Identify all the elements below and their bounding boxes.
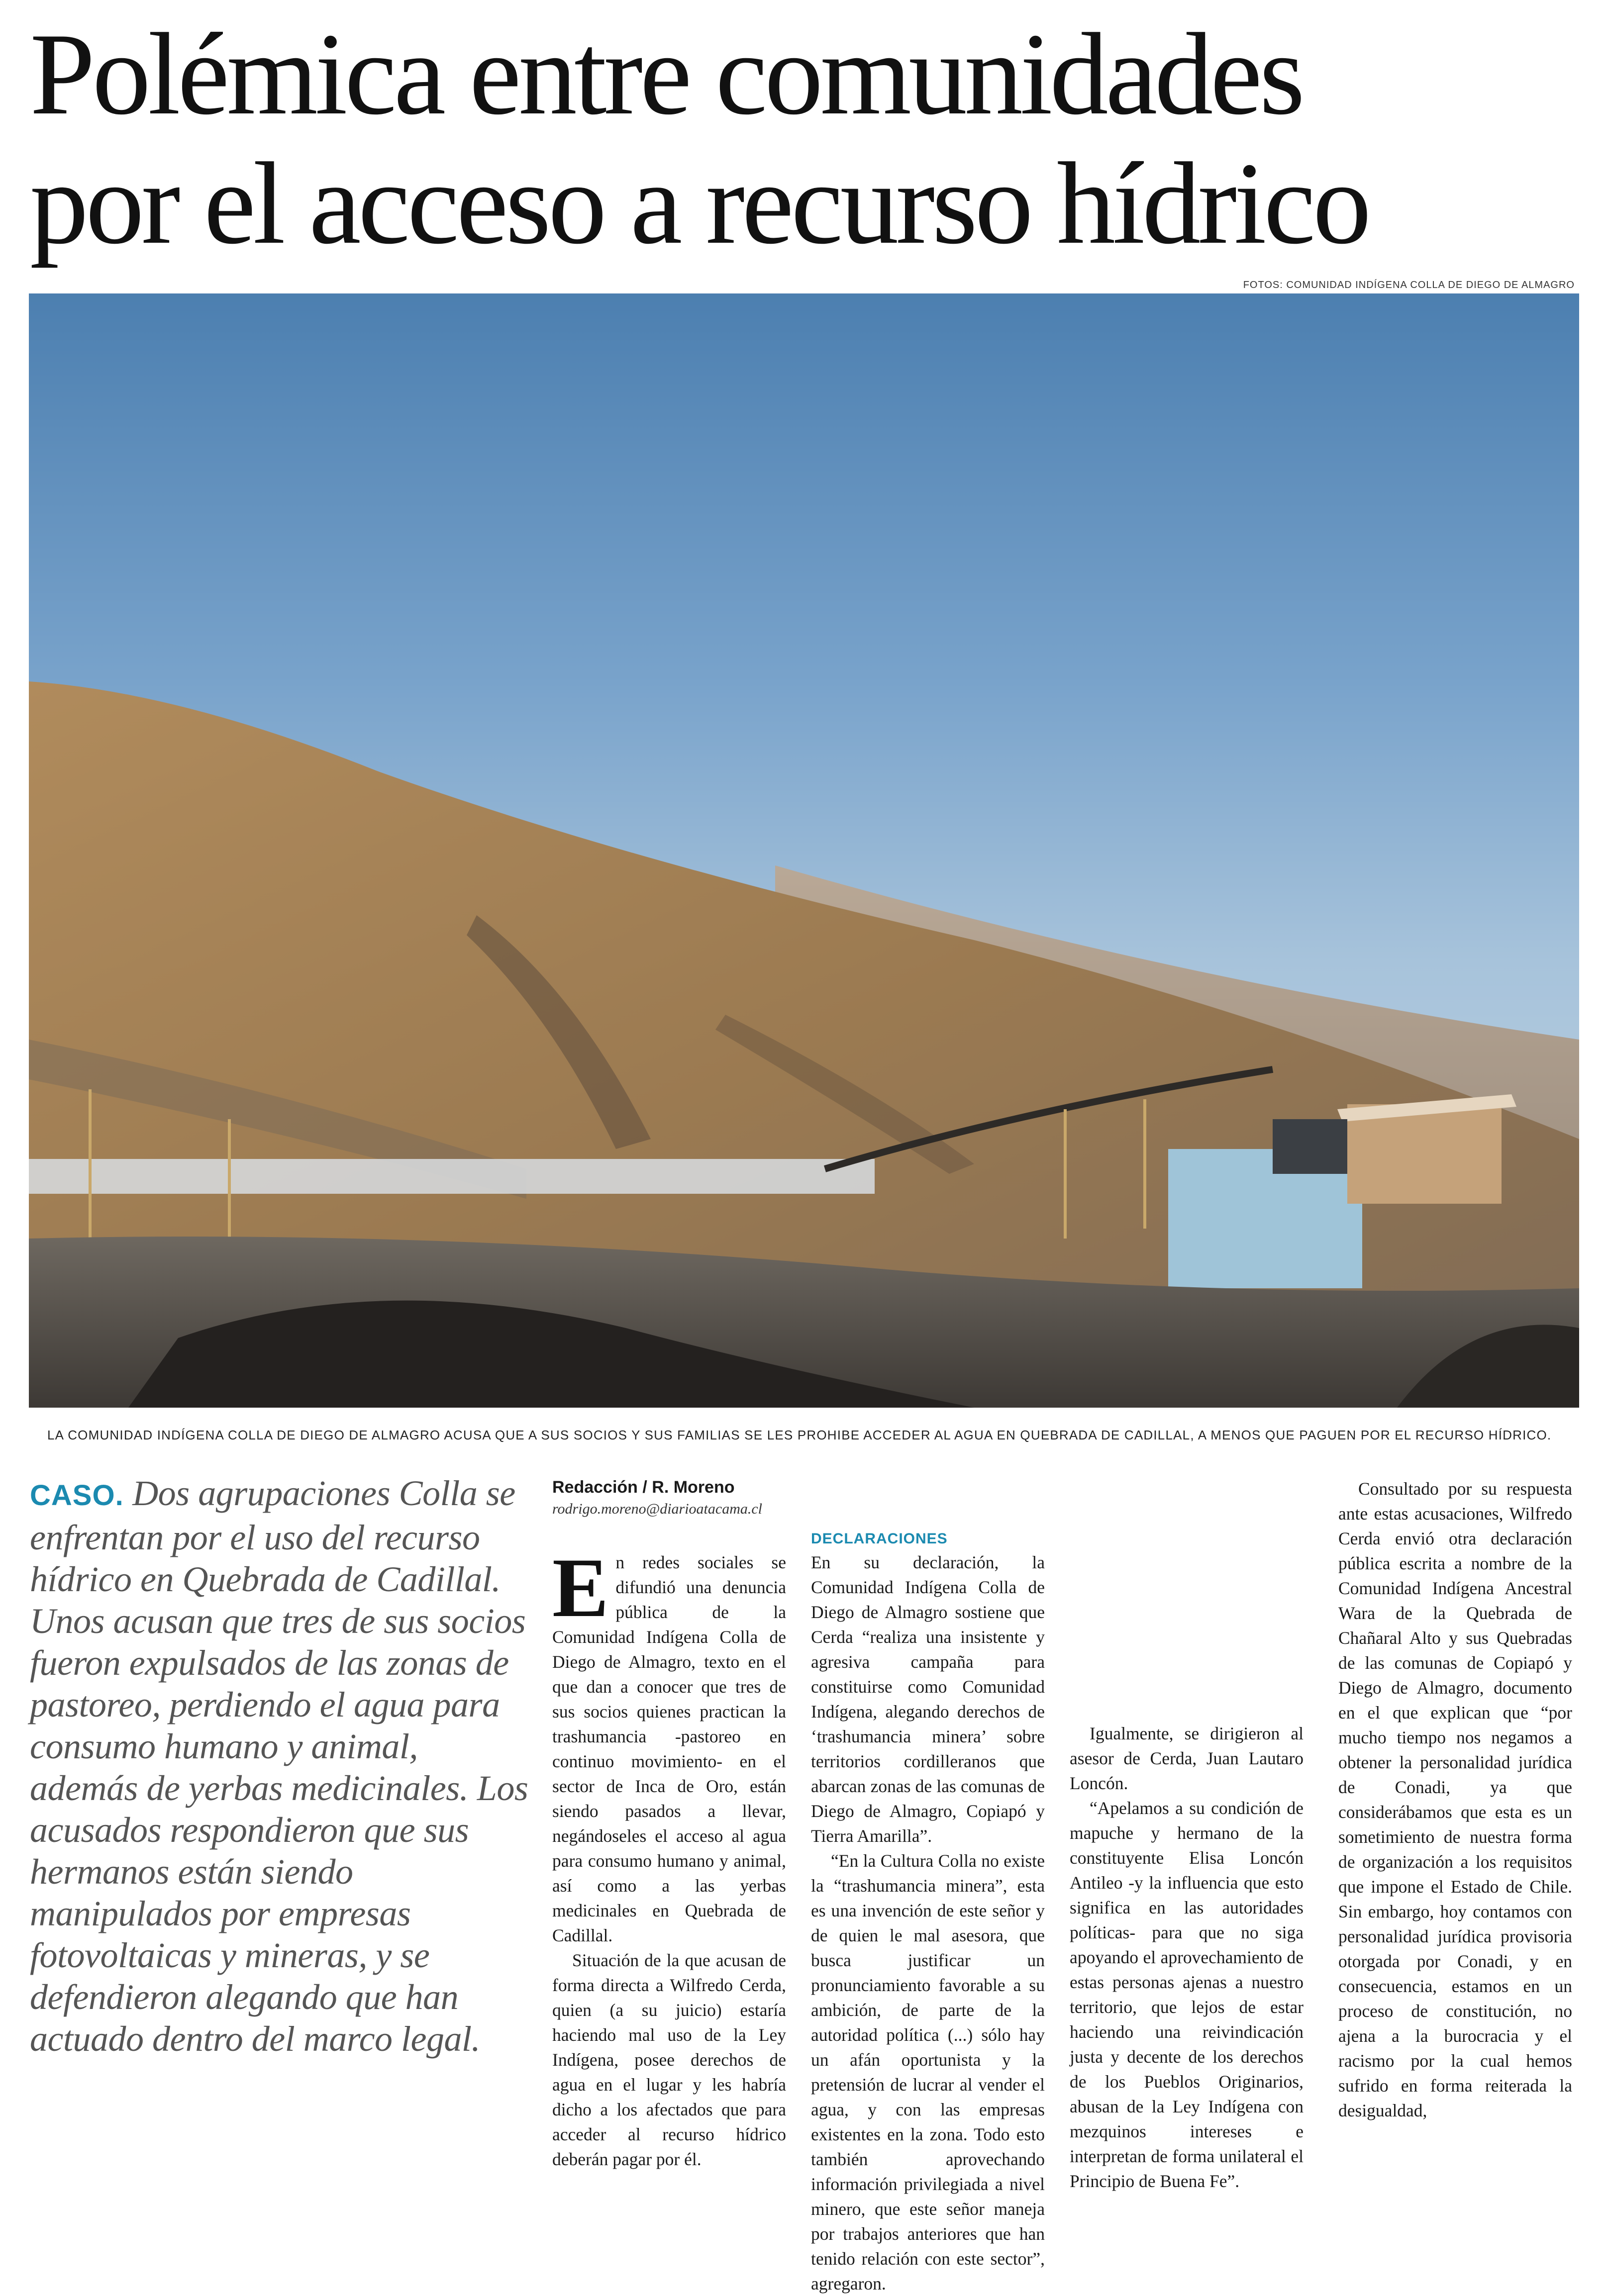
article-paragraph-7: Consultado por su respuesta ante estas acusaciones, Wilfredo Cerda envió otra declaración pública escrita a nombre de la Comunidad Indígena Ancestral Wara de la Quebrada de Chañaral Alto y sus Quebradas de las comunas de Copiapó y Diego de Almagro, documento en el que explican que “por mucho tiempo nos negamos a obtener la personalidad jurídica de Conadi, ya que considerábamos que esta es un sometimiento de nuestra forma de organización a los requisitos que impone el Estado de Chile. Sin embargo, hoy contamos con personalidad jurídica provisoria otorgada por Conadi, y en consecuencia, estamos en un proceso de constitución, no ajena a la burocracia y el racismo por la cual hemos sufrido en forma reiterada la desigualdad, — [1338, 1479, 1572, 2120]
section-subhead: DECLARACIONES — [811, 1531, 948, 1547]
photo-caption: LA COMUNIDAD INDÍGENA COLLA DE DIEGO DE ALMAGRO ACUSA QUE A SUS SOCIOS Y SUS FAMILIAS SE LES PROHIBE ACCEDER AL AGUA EN QUEBRADA DE CADILLAL, A MENOS QUE PAGUEN POR EL RECURSO HÍDRICO. — [47, 1428, 1552, 1442]
mountain-landscape-illustration — [29, 293, 1579, 1408]
article-column-2 — [811, 1522, 1045, 2296]
photo-credit: FOTOS: COMUNIDAD INDÍGENA COLLA DE DIEGO DE ALMAGRO — [1243, 280, 1575, 290]
byline-email[interactable]: rodrigo.moreno@diarioatacama.cl — [552, 1501, 763, 1517]
lede-kicker: CASO. — [30, 1479, 124, 1512]
article-paragraph-1: En redes sociales se difundió una denuncia pública de la Comunidad Indígena Colla de Diego de Almagro, texto en el que dan a conocer que tres de sus socios quienes practican la trashumancia -pastoreo en continuo movimiento- en el sector de Inca de Oro, están siendo pasados a llevar, negándoseles el acceso al agua para consumo humano y animal, así como a las yerbas medicinales en Quebrada de Cadillal. — [552, 1541, 786, 1945]
drop-cap: E — [552, 1541, 609, 1634]
headline — [30, 10, 1577, 269]
article-column-4 — [1338, 1476, 1572, 2123]
lede-summary — [30, 1472, 532, 2060]
article-column-1 — [552, 1476, 786, 2172]
article-paragraph-3: En su declaración, la Comunidad Indígena Colla de Diego de Almagro sostiene que Cerda “realiza una insistente y agresiva campaña para constituirse como Comunidad Indígena, alegando derechos de ‘trashumancia minera’ sobre territorios cordilleranos que abarcan zonas de las comunas de Diego de Almagro, Copiapó y Tierra Amarilla”. — [811, 1552, 1045, 1846]
lede-text: Dos agrupaciones Colla se enfrentan por el uso del recurso hídrico en Quebrada de Cadillal. Unos acusan que tres de sus socios fueron expulsados de las zonas de pastoreo, perdiendo el agua para consumo humano y animal, además de yerbas medicinales. Los acusados respondieron que sus hermanos están siendo manipulados por empresas fotovoltaicas y mineras, y se defendieron alegando que han actuado dentro del marco legal. — [30, 1473, 528, 2059]
article-paragraph-2: Situación de la que acusan de forma directa a Wilfredo Cerda, quien (a su juicio) estaría haciendo mal uso de la Ley Indígena, posee derechos de agua en el lugar y les habría dicho a los afectados que para acceder al recurso hídrico deberán pagar por él. — [552, 1950, 786, 2169]
article-column-3 — [1070, 1721, 1304, 2194]
headline-line-2: por el acceso a recurso hídrico — [30, 139, 1369, 269]
headline-line-1: Polémica entre comunidades — [30, 9, 1303, 139]
byline-author: Redacción / R. Moreno — [552, 1478, 735, 1497]
article-paragraph-6: “Apelamos a su condición de mapuche y hermano de la constituyente Elisa Loncón Antileo -y la influencia que esto significa en las autoridades políticas- para que no siga apoyando el aprovechamiento de estas personas ajenas a nuestro territorio, que lejos de estar haciendo una reivindicación justa y decente de los derechos de los Pueblos Originarios, abusan de la Ley Indígena con mezquinos intereses e interpretan de forma unilateral el Principio de Buena Fe”. — [1070, 1798, 1304, 2191]
news-photo — [29, 293, 1579, 1408]
article-paragraph-4: “En la Cultura Colla no existe la “trashumancia minera”, esta es una invención de este señor y de quien le mal asesora, que busca justificar un pronunciamiento favorable a su ambición, de parte de la autoridad política (...) sólo hay un afán oportunista y la pretensión de lucrar al vender el agua, y con las empresas existentes en la zona. Todo esto también aprovechando información privilegiada a nivel minero, que este señor maneja por trabajos anteriores que han tenido relación con este sector”, agregaron. — [811, 1851, 1045, 2294]
article-paragraph-5: Igualmente, se dirigieron al asesor de Cerda, Juan Lautaro Loncón. — [1070, 1723, 1304, 1793]
